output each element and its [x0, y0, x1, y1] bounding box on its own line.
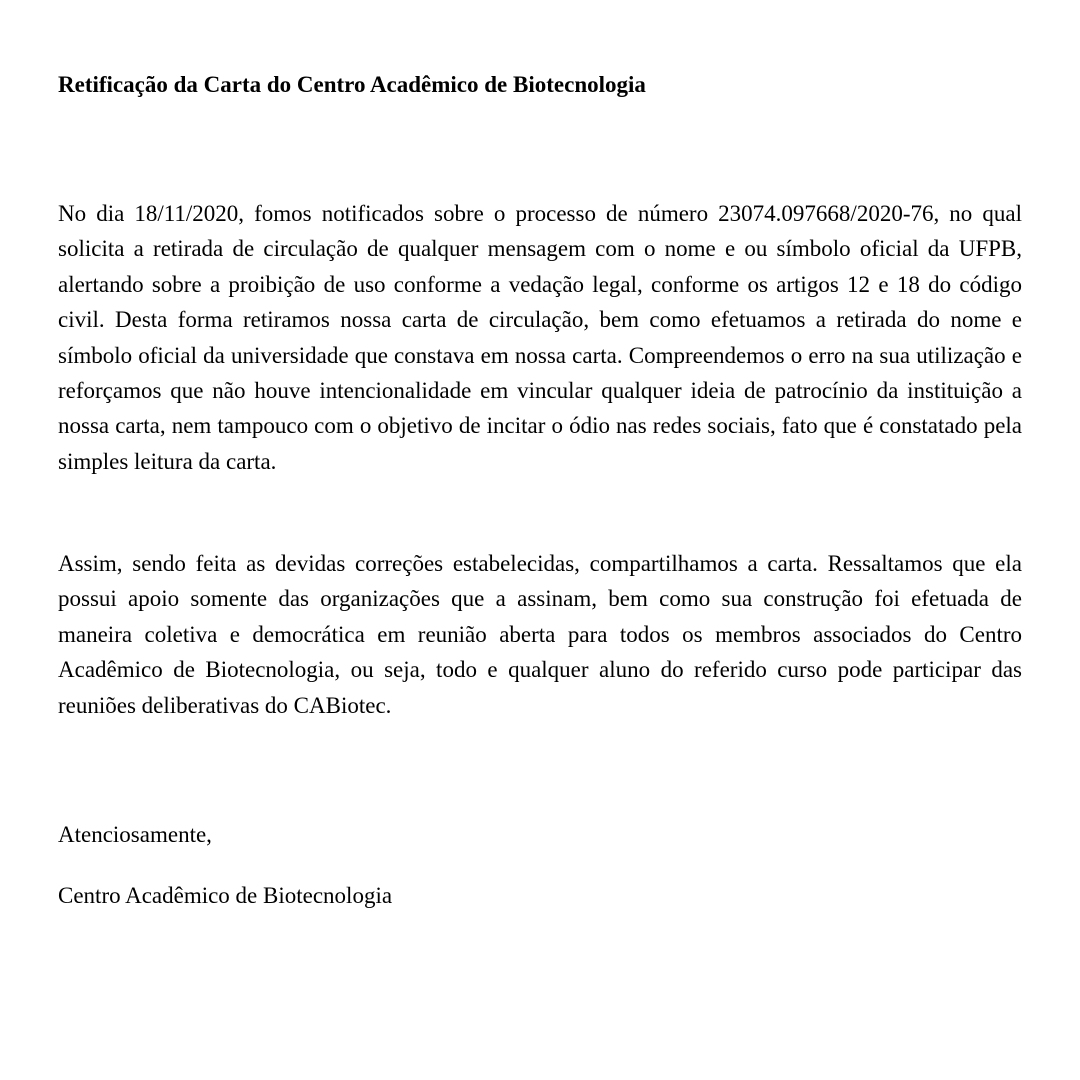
signature-line: Centro Acadêmico de Biotecnologia: [58, 883, 393, 908]
body-paragraph-2: Assim, sendo feita as devidas correções estabelecidas, compartilhamos a carta. Ressaltamos que ela possui apoio somente das organizações que a assinam, bem como sua construção foi efetuada de maneira coletiva e democrática em reunião aberta para todos os membros associados do Centro Acadêmico de Biotecnologia, ou seja, todo e qualquer aluno do referido curso pode participar das reuniões deliberativas do CABiotec.: [58, 551, 1022, 718]
body-paragraph-1: No dia 18/11/2020, fomos notificados sobre o processo de número 23074.097668/2020-76, no qual solicita a retirada de circulação de qualquer mensagem com o nome e ou símbolo oficial da UFPB, alertando sobre a proibição de uso conforme a vedação legal, conforme os artigos 12 e 18 do código civil. Desta forma retiramos nossa carta de circulação, bem como efetuamos a retirada do nome e símbolo oficial da universidade que constava em nossa carta. Compreendemos o erro na sua utilização e reforçamos que não houve intencionalidade em vincular qualquer ideia de patrocínio da instituição a nossa carta, nem tampouco com o objetivo de incitar o ódio nas redes sociais, fato que é constatado pela simples leitura da carta.: [58, 201, 1022, 474]
closing-line: Atenciosamente,: [58, 822, 212, 847]
document-title: Retificação da Carta do Centro Acadêmico de Biotecnologia: [58, 72, 646, 97]
